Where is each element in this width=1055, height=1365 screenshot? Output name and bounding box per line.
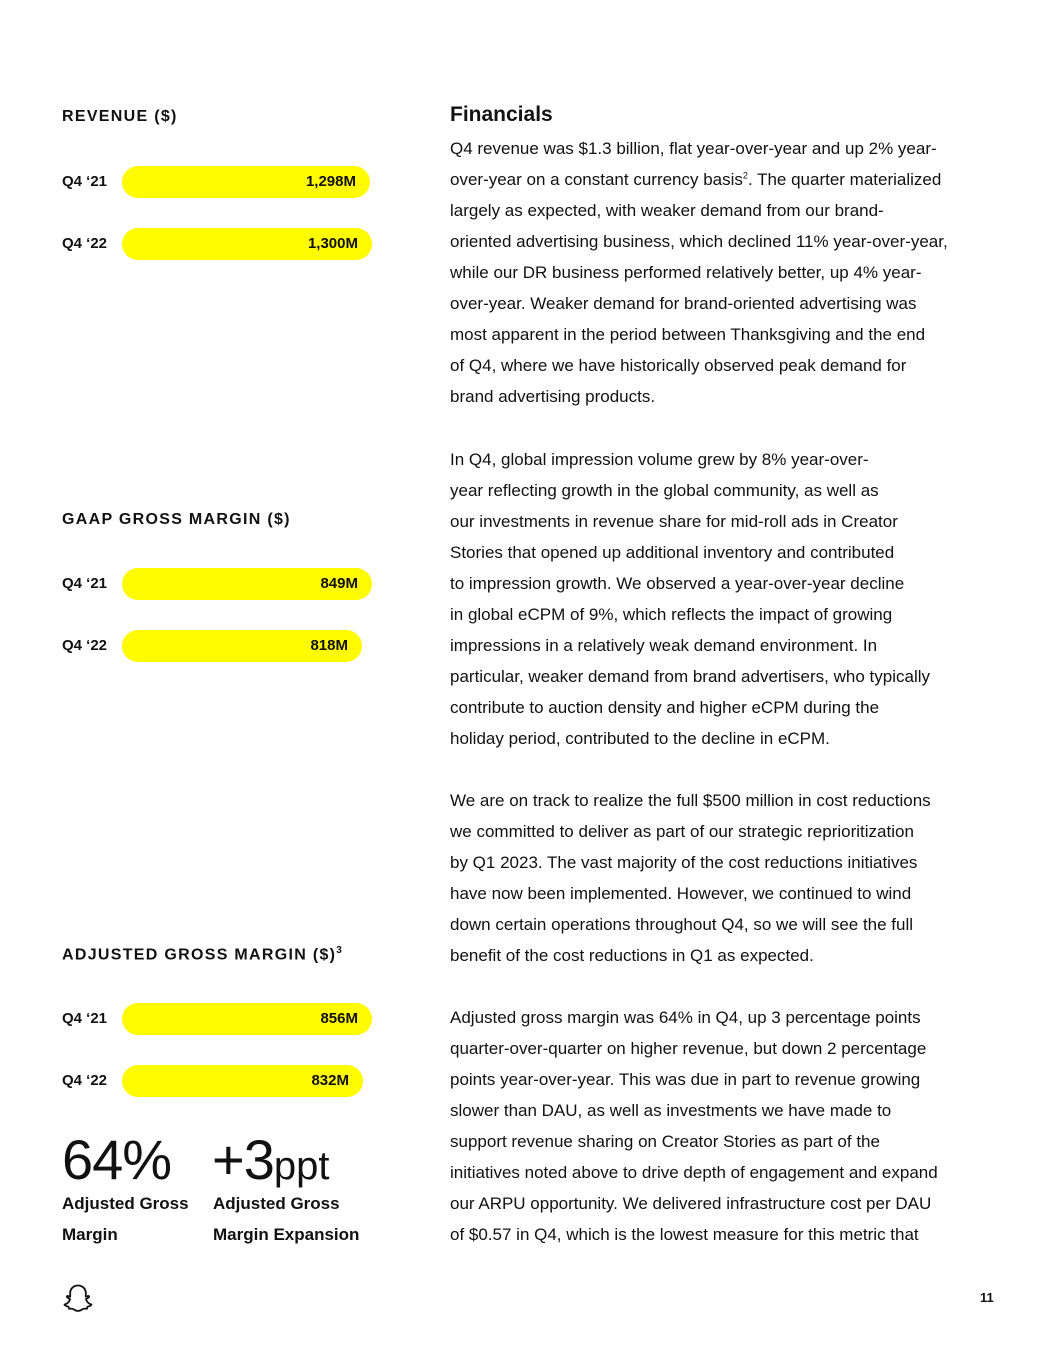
text-fragment: over-year on a constant currency basis bbox=[450, 170, 743, 189]
text-line: In Q4, global impression volume grew by 8% year-over- bbox=[450, 450, 869, 469]
text-line: our investments in revenue share for mid-roll ads in Creator bbox=[450, 512, 898, 531]
revenue-chart-title: REVENUE ($) bbox=[62, 108, 178, 125]
margin-expansion-unit: ppt bbox=[273, 1144, 330, 1188]
text-line: have now been implemented. However, we continued to wind bbox=[450, 884, 912, 903]
text-line: Q4 revenue was $1.3 billion, flat year-over-year and up 2% year- bbox=[450, 139, 937, 158]
text-line: particular, weaker demand from brand advertisers, who typically bbox=[450, 667, 930, 686]
bar-category-label: Q4 ‘21 bbox=[62, 1010, 108, 1027]
text-line: over-year. Weaker demand for brand-oriented advertising was bbox=[450, 294, 917, 313]
bar-category-label: Q4 ‘22 bbox=[62, 235, 108, 252]
financials-paragraph-2 bbox=[450, 444, 980, 754]
text-line: impressions in a relatively weak demand environment. In bbox=[450, 636, 878, 655]
page-number: 11 bbox=[980, 1290, 994, 1305]
revenue-bar-q4-22 bbox=[122, 228, 372, 260]
margin-expansion-value: +3 bbox=[212, 1128, 274, 1191]
adjusted-gross-margin-caption: Adjusted Gross Margin bbox=[62, 1194, 189, 1244]
text-line: largely as expected, with weaker demand from our brand- bbox=[450, 201, 884, 220]
bar-category-label: Q4 ‘21 bbox=[62, 575, 108, 592]
text-fragment: . The quarter materialized bbox=[747, 170, 942, 189]
bar-category-label: Q4 ‘22 bbox=[62, 1072, 108, 1089]
text-line: holiday period, contributed to the decline in eCPM. bbox=[450, 729, 830, 748]
footnote-marker: 2 bbox=[742, 170, 748, 181]
snapchat-ghost-icon bbox=[62, 1283, 94, 1315]
bar-value-label: 856M bbox=[320, 1010, 358, 1027]
bar-value-label: 818M bbox=[310, 637, 348, 654]
bar-value-label: 1,300M bbox=[307, 235, 358, 252]
text-line: our ARPU opportunity. We delivered infrastructure cost per DAU bbox=[450, 1194, 932, 1213]
gaap-bar-q4-21 bbox=[122, 568, 372, 600]
adjusted-bar-q4-21 bbox=[122, 1003, 372, 1035]
gaap-bar-row-q4-21 bbox=[62, 568, 382, 600]
text-line: initiatives noted above to drive depth of engagement and expand bbox=[450, 1163, 938, 1182]
text-line: year reflecting growth in the global community, as well as bbox=[450, 481, 879, 500]
text-line: of $0.57 in Q4, which is the lowest measure for this metric that bbox=[450, 1225, 919, 1244]
margin-expansion-caption: Adjusted Gross Margin Expansion bbox=[213, 1194, 360, 1244]
text-line: quarter-over-quarter on higher revenue, but down 2 percentage bbox=[450, 1039, 927, 1058]
revenue-bar-row-q4-22 bbox=[62, 228, 382, 260]
adjusted-bar-row-q4-22 bbox=[62, 1065, 382, 1097]
text-line: in global eCPM of 9%, which reflects the impact of growing bbox=[450, 605, 893, 624]
bar-value-label: 849M bbox=[320, 575, 358, 592]
bar-category-label: Q4 ‘22 bbox=[62, 637, 108, 654]
revenue-bar-q4-21 bbox=[122, 166, 370, 198]
financials-heading: Financials bbox=[450, 103, 553, 126]
gaap-bar-row-q4-22 bbox=[62, 630, 382, 662]
financials-paragraph-4 bbox=[450, 1002, 980, 1250]
adjusted-bar-q4-22 bbox=[122, 1065, 363, 1097]
text-line: brand advertising products. bbox=[450, 387, 656, 406]
text-line: we committed to deliver as part of our strategic reprioritization bbox=[450, 822, 914, 841]
text-line: to impression growth. We observed a year-over-year decline bbox=[450, 574, 905, 593]
adjusted-chart-title bbox=[62, 945, 342, 964]
financials-paragraph-3 bbox=[450, 785, 980, 971]
bar-category-label: Q4 ‘21 bbox=[62, 173, 108, 190]
gaap-bar-q4-22 bbox=[122, 630, 362, 662]
text-line: by Q1 2023. The vast majority of the cost reductions initiatives bbox=[450, 853, 918, 872]
adjusted-bar-row-q4-21 bbox=[62, 1003, 382, 1035]
text-line: down certain operations throughout Q4, so we will see the full bbox=[450, 915, 914, 934]
text-line: benefit of the cost reductions in Q1 as expected. bbox=[450, 946, 814, 965]
revenue-bar-row-q4-21 bbox=[62, 166, 382, 198]
text-line: of Q4, where we have historically observed peak demand for bbox=[450, 356, 907, 375]
text-line: contribute to auction density and higher eCPM during the bbox=[450, 698, 880, 717]
text-line: We are on track to realize the full $500 million in cost reductions bbox=[450, 791, 931, 810]
text-line: Adjusted gross margin was 64% in Q4, up 3 percentage points bbox=[450, 1008, 921, 1027]
text-line: points year-over-year. This was due in part to revenue growing bbox=[450, 1070, 921, 1089]
text-line bbox=[450, 164, 980, 195]
adjusted-gross-margin-stat: 64% bbox=[62, 1128, 172, 1191]
text-line: oriented advertising business, which declined 11% year-over-year, bbox=[450, 232, 948, 251]
financials-paragraph-1 bbox=[450, 133, 980, 412]
bar-value-label: 1,298M bbox=[305, 173, 356, 190]
gaap-chart-title: GAAP GROSS MARGIN ($) bbox=[62, 511, 291, 528]
text-line: most apparent in the period between Thanksgiving and the end bbox=[450, 325, 926, 344]
text-line: while our DR business performed relatively better, up 4% year- bbox=[450, 263, 922, 282]
adjusted-chart-title-text: ADJUSTED GROSS MARGIN ($) bbox=[62, 946, 337, 964]
text-line: support revenue sharing on Creator Stories as part of the bbox=[450, 1132, 880, 1151]
bar-value-label: 832M bbox=[311, 1072, 349, 1089]
text-line: Stories that opened up additional inventory and contributed bbox=[450, 543, 895, 562]
text-line: slower than DAU, as well as investments we have made to bbox=[450, 1101, 892, 1120]
footnote-marker: 3 bbox=[336, 945, 342, 956]
